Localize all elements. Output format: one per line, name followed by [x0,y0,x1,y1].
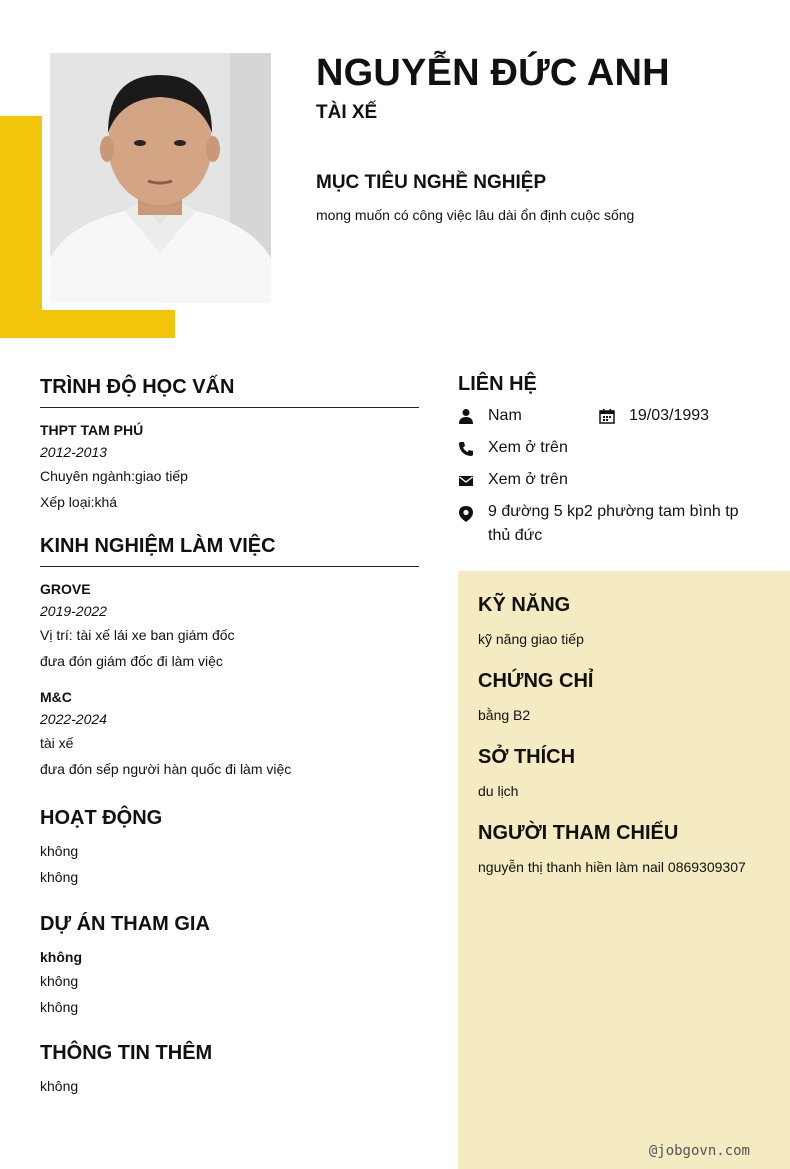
job-line: đưa đón sếp người hàn quốc đi làm việc [40,761,292,777]
location-pin-icon [458,505,474,523]
extra-section [40,1042,419,1096]
accent-bar-vertical [0,116,42,338]
contact-address: 9 đường 5 kp2 phường tam bình tp thủ đức [488,503,739,544]
skills-title: KỸ NĂNG [478,594,571,616]
experience-title: KINH NGHIỆM LÀM VIỆC [40,535,419,567]
education-rank: Xếp loại:khá [40,494,118,510]
objective-title: MỤC TIÊU NGHỀ NGHIỆP [316,172,547,193]
sidebar-panel [458,571,790,1169]
certificates-text: bằng B2 [478,707,531,723]
project-line: không [40,973,79,989]
contact-email: Xem ở trên [488,471,568,488]
activities-title: HOẠT ĐỘNG [40,807,163,829]
hobbies-text: du lịch [478,783,519,799]
education-title: TRÌNH ĐỘ HỌC VẤN [40,376,419,408]
mail-icon [458,473,474,489]
job-line: tài xế [40,735,74,751]
watermark: @jobgovn.com [648,1143,750,1159]
references-title: NGƯỜI THAM CHIẾU [478,822,679,844]
calendar-icon [599,408,615,424]
education-school: THPT TAM PHÚ [40,422,144,438]
job-years: 2022-2024 [40,711,107,727]
job-line: đưa đón giám đốc đi làm việc [40,653,223,669]
contact-birthday: 19/03/1993 [629,407,710,424]
references-text: nguyễn thị thanh hiền làm nail 0869309307 [478,859,746,875]
objective-text: mong muốn có công việc lâu dài ổn định cuộc sống [316,207,635,223]
job-line: Vị trí: tài xế lái xe ban giám đốc [40,627,235,643]
project-line: không [40,999,79,1015]
contact-gender: Nam [488,407,522,424]
skills-text: kỹ năng giao tiếp [478,631,584,647]
hobbies-title: SỞ THÍCH [478,746,576,768]
user-icon [458,408,474,424]
profile-photo [50,53,271,303]
project-name: không [40,949,82,965]
phone-icon [458,441,474,457]
activities-section [40,807,419,887]
accent-bar-horizontal [0,310,175,338]
projects-title: DỰ ÁN THAM GIA [40,913,210,935]
contact-phone: Xem ở trên [488,439,568,456]
projects-section [40,913,419,1017]
education-years: 2012-2013 [40,444,107,460]
education-major: Chuyên ngành:giao tiếp [40,468,188,484]
education-section [40,376,419,512]
extra-line: không [40,1078,79,1094]
job-years: 2019-2022 [40,603,107,619]
extra-title: THÔNG TIN THÊM [40,1042,213,1064]
certificates-title: CHỨNG CHỈ [478,670,594,692]
job-title: TÀI XẾ [316,102,378,123]
contact-title: LIÊN HỆ [458,373,537,395]
job-company: GROVE [40,581,91,597]
activities-line: không [40,843,79,859]
candidate-name: NGUYỄN ĐỨC ANH [316,52,670,94]
activities-line: không [40,869,79,885]
experience-section [40,535,419,779]
job-company: M&C [40,689,72,705]
